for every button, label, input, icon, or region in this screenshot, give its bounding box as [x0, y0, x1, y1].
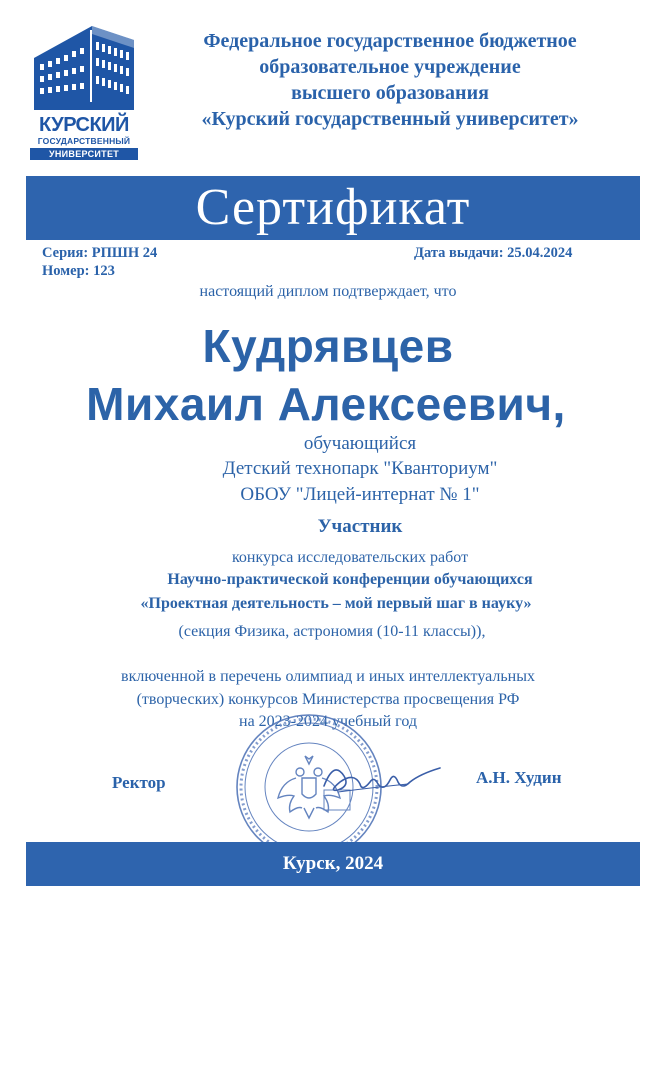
- confirm-text: настоящий диплом подтверждает, что: [199, 283, 457, 300]
- rector-signature: [318, 752, 448, 802]
- recipient-surname: Кудрявцев: [202, 320, 454, 372]
- signatory-title: Ректор: [112, 773, 166, 792]
- signatory-name: А.Н. Худин: [476, 768, 562, 787]
- recipient-organization-2: ОБОУ "Лицей-интернат № 1": [240, 484, 480, 505]
- university-logo: [30, 18, 138, 160]
- org-line: «Курский государственный университет»: [201, 108, 579, 130]
- title-band: [26, 176, 640, 240]
- recipient-organization-1: Детский технопарк "Кванториум": [222, 458, 498, 479]
- participation-status: Участник: [317, 516, 403, 537]
- contest-text: конкурса исследовательских работ: [231, 549, 469, 566]
- issue-date-label: Дата выдачи: 25.04.2024: [414, 245, 573, 261]
- footer-band: [26, 842, 640, 886]
- organization-header: [150, 28, 630, 132]
- number-label: Номер: 123: [42, 263, 115, 279]
- series-label: Серия: РПШН 24: [42, 245, 158, 261]
- logo-text-kursk: КУРСКИЙ: [39, 114, 129, 136]
- recipient-given-names: Михаил Алексеевич,: [86, 378, 566, 430]
- inclusion-text-2: (творческих) конкурсов Министерства просвещения РФ: [136, 691, 520, 708]
- inclusion-text-3: на 2023-2024 учебный год: [239, 713, 417, 730]
- conference-name-2: «Проектная деятельность – мой первый шаг в науку»: [140, 595, 532, 612]
- conference-name-1: Научно-практической конференции обучающихся: [167, 571, 533, 588]
- city-year: Курск, 2024: [282, 853, 384, 874]
- certificate-title: Сертификат: [195, 179, 471, 236]
- section-text: (секция Физика, астрономия (10-11 классы)),: [178, 623, 486, 640]
- logo-text-state: ГОСУДАРСТВЕННЫЙ: [37, 136, 131, 146]
- recipient-role: обучающийся: [303, 433, 417, 454]
- org-line: высшего образования: [291, 82, 489, 104]
- university-building-icon: [30, 18, 138, 114]
- logo-text-university: УНИВЕРСИТЕТ: [30, 148, 138, 160]
- org-line: образовательное учреждение: [259, 56, 521, 78]
- org-line: Федеральное государственное бюджетное: [203, 30, 577, 52]
- inclusion-text-1: включенной в перечень олимпиад и иных интеллектуальных: [121, 668, 535, 685]
